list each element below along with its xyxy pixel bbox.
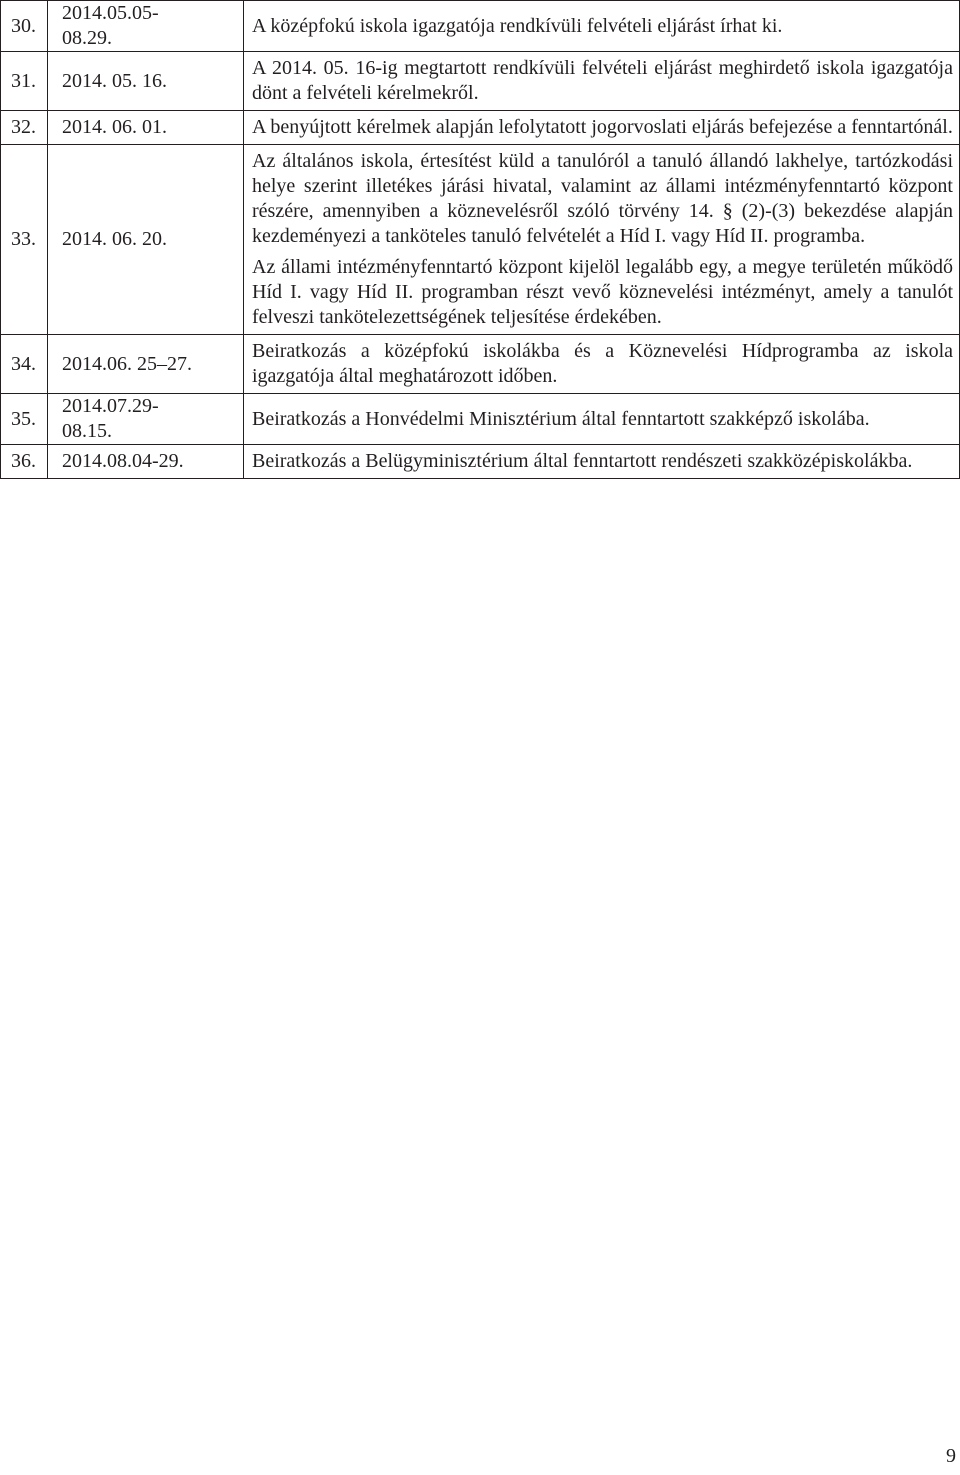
date-line: 2014. 06. 20. bbox=[62, 228, 167, 250]
description-paragraph: A középfokú iskola igazgatója rendkívüli felvételi eljárást írhat ki. bbox=[252, 14, 783, 37]
table-row bbox=[1, 1, 960, 52]
row-number: 33. bbox=[1, 145, 48, 335]
table-row bbox=[1, 394, 960, 445]
description-paragraph: Az állami intézményfenntartó központ kijelöl legalább egy, a megye területén működő Híd I. vagy Híd II. programban részt vevő köznevelési intézményt, amely a tanulót felveszi tankötelezettségének teljesítése érdekében. bbox=[252, 256, 953, 328]
row-description bbox=[244, 394, 960, 445]
row-date bbox=[48, 1, 244, 52]
date-line: 2014.05.05- bbox=[62, 2, 159, 24]
row-description bbox=[244, 1, 960, 52]
row-date bbox=[48, 445, 244, 479]
row-description bbox=[244, 52, 960, 111]
row-number: 36. bbox=[1, 445, 48, 479]
row-date bbox=[48, 52, 244, 111]
table-row bbox=[1, 145, 960, 335]
row-number: 30. bbox=[1, 1, 48, 52]
description-paragraph: A benyújtott kérelmek alapján lefolytatott jogorvoslati eljárás befejezése a fenntartónál. bbox=[252, 116, 953, 138]
schedule-body bbox=[1, 1, 960, 479]
row-date bbox=[48, 335, 244, 394]
date-line: 2014. 05. 16. bbox=[62, 69, 167, 92]
table-row bbox=[1, 445, 960, 479]
schedule-table bbox=[0, 0, 960, 479]
row-description bbox=[244, 445, 960, 479]
row-number: 32. bbox=[1, 111, 48, 145]
table-row bbox=[1, 52, 960, 111]
description-paragraph: Beiratkozás a Belügyminisztérium által fenntartott rendészeti szakközépiskolákba. bbox=[252, 450, 913, 472]
date-line: 2014.07.29- bbox=[62, 395, 159, 417]
description-paragraph: Beiratkozás a középfokú iskolákba és a Köznevelési Hídprogramba az iskola igazgatója által meghatározott időben. bbox=[252, 340, 953, 387]
date-line: 2014. 06. 01. bbox=[62, 116, 167, 138]
row-date bbox=[48, 111, 244, 145]
description-paragraph: A 2014. 05. 16-ig megtartott rendkívüli felvételi eljárást meghirdető iskola igazgatója dönt a felvételi kérelmekről. bbox=[252, 57, 953, 104]
date-line: 2014.06. 25–27. bbox=[62, 352, 192, 375]
table-row bbox=[1, 111, 960, 145]
page-number: 9 bbox=[946, 1445, 956, 1467]
description-paragraph: Az általános iskola, értesítést küld a tanulóról a tanuló állandó lakhelye, tartózkodási helye szerint illetékes járási hivatal, valamint az állami intézményfenntartó központ részére, amennyiben a köznevelésről szóló törvény 14. § (2)-(3) bekezdése alapján kezdeményezi a tanköteles tanuló felvételét a Híd I. vagy Híd II. programba. bbox=[252, 150, 953, 247]
row-number: 31. bbox=[1, 52, 48, 111]
row-description bbox=[244, 335, 960, 394]
row-number: 34. bbox=[1, 335, 48, 394]
date-line: 2014.08.04-29. bbox=[62, 450, 184, 472]
row-date bbox=[48, 145, 244, 335]
row-number: 35. bbox=[1, 394, 48, 445]
row-description bbox=[244, 111, 960, 145]
row-description bbox=[244, 145, 960, 335]
date-line: 08.15. bbox=[62, 420, 112, 442]
table-row bbox=[1, 335, 960, 394]
description-paragraph: Beiratkozás a Honvédelmi Minisztérium által fenntartott szakképző iskolába. bbox=[252, 407, 870, 430]
date-line: 08.29. bbox=[62, 27, 112, 49]
row-date bbox=[48, 394, 244, 445]
